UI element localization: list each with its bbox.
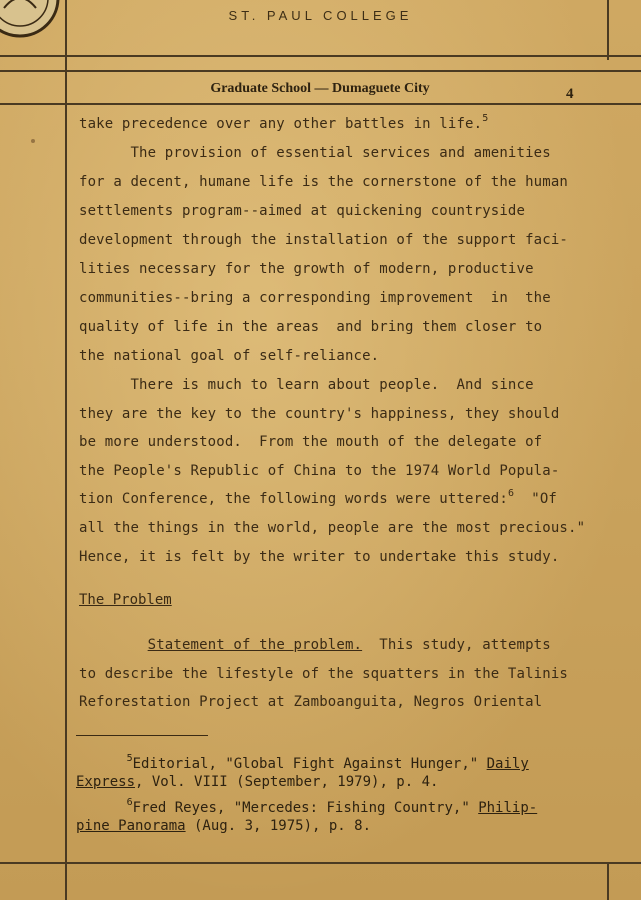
header-rule-lower — [0, 103, 641, 105]
footnote-5-line-2: Express, Vol. VIII (September, 1979), p. 4. — [76, 774, 439, 790]
section-heading: The Problem — [79, 592, 172, 608]
margin-rule-left — [65, 0, 67, 900]
body-line: Hence, it is felt by the writer to undertake this study. — [79, 549, 560, 565]
body-line: the People's Republic of China to the 1974 World Popula- — [79, 463, 560, 479]
header-rule-upper — [0, 70, 641, 72]
margin-rule-right-top — [607, 0, 609, 60]
body-line: development through the installation of the support faci- — [79, 232, 568, 248]
footnote-separator — [76, 735, 208, 736]
college-title: ST. PAUL COLLEGE — [228, 8, 413, 23]
body-line: communities--bring a corresponding improvement in the — [79, 290, 551, 306]
school-subheader: Graduate School — Dumaguete City — [210, 81, 430, 96]
body-line: be more understood. From the mouth of the delegate of — [79, 434, 543, 450]
body-line: they are the key to the country's happiness, they should — [79, 406, 560, 422]
body-line: all the things in the world, people are the most precious." — [79, 520, 586, 536]
body-line: the national goal of self-reliance. — [79, 348, 380, 364]
footer-rule — [0, 862, 641, 864]
body-line: Reforestation Project at Zamboanguita, Negros Oriental — [79, 694, 543, 710]
problem-statement-line: Statement of the problem. This study, attempts — [147, 637, 551, 653]
body-line: take precedence over any other battles in life.$^5$ — [79, 113, 489, 132]
page-number: 4 — [566, 86, 574, 102]
body-line: for a decent, humane life is the cornerstone of the human — [79, 174, 568, 190]
footnote-5-line-1: $^5$Editorial, "Global Fight Against Hunger," Daily — [126, 753, 529, 772]
body-line: tion Conference, the following words were uttered:$^6$ "Of — [79, 488, 558, 507]
body-line: settlements program--aimed at quickening countryside — [79, 203, 526, 219]
body-line: lities necessary for the growth of modern, productive — [79, 261, 534, 277]
margin-rule-right-bottom — [607, 862, 609, 900]
body-line: The provision of essential services and amenities — [79, 145, 551, 161]
body-line: There is much to learn about people. And since — [79, 377, 534, 393]
header-rule-top — [0, 55, 641, 57]
footnote-6-line-2: pine Panorama (Aug. 3, 1975), p. 8. — [76, 818, 372, 834]
body-line: to describe the lifestyle of the squatters in the Talinis — [79, 666, 568, 682]
footnote-6-line-1: $^6$Fred Reyes, "Mercedes: Fishing Country," Philip- — [126, 797, 538, 816]
body-line: quality of life in the areas and bring them closer to — [79, 319, 543, 335]
ink-spot — [31, 139, 35, 143]
subheading: Statement of the problem. — [147, 637, 363, 653]
